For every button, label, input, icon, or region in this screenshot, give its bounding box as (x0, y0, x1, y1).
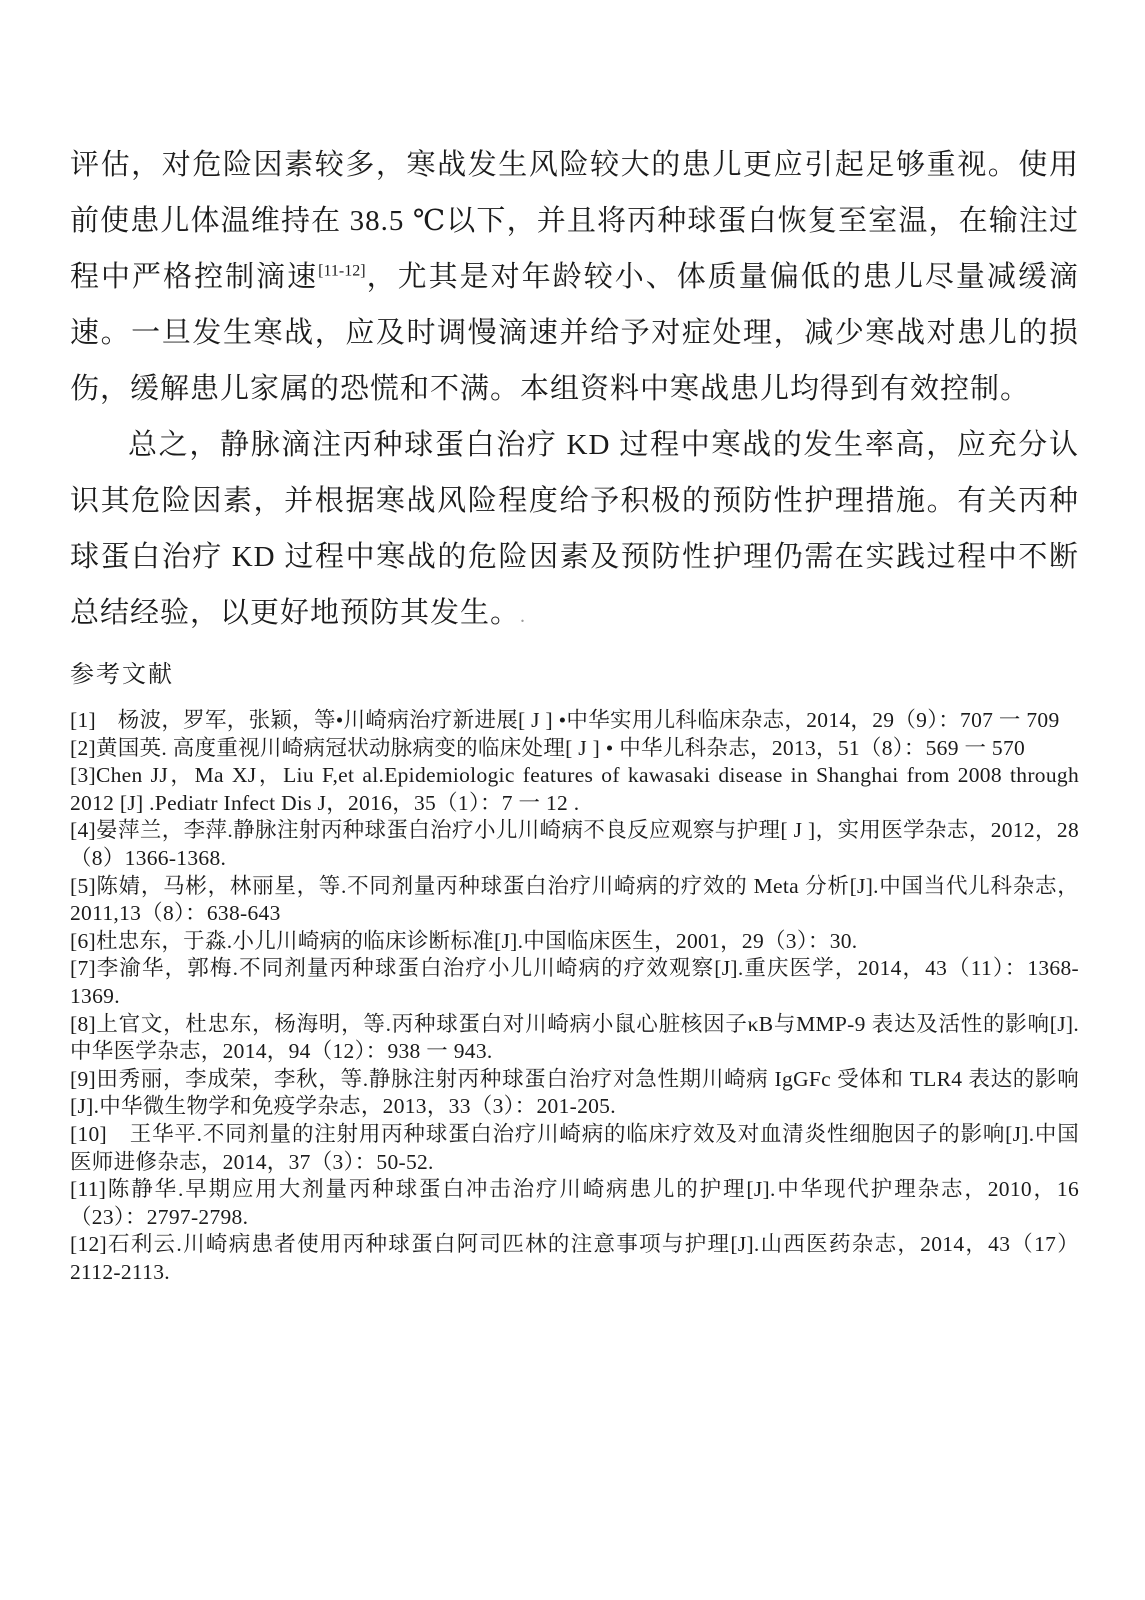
references-heading: 参考文献 (70, 662, 174, 688)
reference-item: [5]陈婧，马彬，林丽星，等.不同剂量丙种球蛋白治疗川崎病的疗效的 Meta 分析[J].中国当代儿科杂志，2011,13（8）：638-643 (70, 873, 1079, 926)
reference-item: [4]晏萍兰，李萍.静脉注射丙种球蛋白治疗小儿川崎病不良反应观察与护理[ J ]，实用医学杂志，2012，28（8）1366-1368. (70, 818, 1079, 870)
reference-item: [10] 王华平.不同剂量的注射用丙种球蛋白治疗川崎病的临床疗效及对血清炎性细胞因子的影响[J].中国医师进修杂志，2014，37（3）：50-52. (70, 1121, 1079, 1174)
citation-superscript: [11-12] (318, 262, 366, 280)
paragraph-discussion-text-b: ，尤其是对年龄较小、体质量偏低的患儿尽量减缓滴速。一旦发生寒战，应及时调慢滴速并给予对症处理，减少寒战对患儿的损伤，缓解患儿家属的恐慌和不满。本组资料中寒战患儿均得到有效控制。 (70, 261, 1079, 405)
reference-item: [12]石利云.川崎病患者使用丙种球蛋白阿司匹林的注意事项与护理[J].山西医药杂志，2014，43（17）2112-2113. (70, 1232, 1079, 1284)
reference-item: [8]上官文，杜忠东，杨海明，等.丙种球蛋白对川崎病小鼠心脏核因子κB与MMP-9 表达及活性的影响[J].中华医学杂志，2014，94（12）：938 一 943. (70, 1011, 1079, 1064)
reference-list (70, 707, 1085, 1286)
reference-item: [11]陈静华.早期应用大剂量丙种球蛋白冲击治疗川崎病患儿的护理[J].中华现代护理杂志，2010，16（23）：2797-2798. (70, 1177, 1079, 1229)
paragraph-conclusion-text: 总之，静脉滴注丙种球蛋白治疗 KD 过程中寒战的发生率高，应充分认识其危险因素，并根据寒战风险程度给予积极的预防性护理措施。有关丙种球蛋白治疗 KD 过程中寒战的危险因素及预防性护理仍需在实践过程中不断总结经验，以更好地预防其发生。 (70, 429, 1079, 629)
paragraph-discussion-text-a: 评估，对危险因素较多，寒战发生风险较大的患儿更应引起足够重视。使用前使患儿体温维持在 38.5 ℃以下，并且将丙种球蛋白恢复至室温，在输注过程中严格控制滴速 (70, 149, 1079, 293)
reference-item: [3]Chen JJ，Ma XJ，Liu F,et al.Epidemiologic features of kawasaki disease in Shanghai from 2008 through 2012 [J] .Pediatr Infect Dis J，2016，35（1）：7 一 12 . (70, 763, 1085, 815)
reference-item: [9]田秀丽，李成荣，李秋，等.静脉注射丙种球蛋白治疗对急性期川崎病 IgGFc 受体和 TLR4 表达的影响[J].中华微生物学和免疫学杂志，2013，33（3）：201-205. (70, 1066, 1079, 1119)
reference-item: [2]黄国英. 高度重视川崎病冠状动脉病变的临床处理[ J ] • 中华儿科杂志，2013，51（8）：569 一 570 (70, 735, 1026, 760)
reference-item: [7]李渝华，郭梅.不同剂量丙种球蛋白治疗小儿川崎病的疗效观察[J].重庆医学，2014，43（11）：1368-1369. (70, 956, 1079, 1008)
paragraph-conclusion (70, 417, 1079, 644)
paragraph-discussion (70, 137, 1079, 417)
reference-item: [1] 杨波，罗军，张颖，等•川崎病治疗新进展[ J ] •中华实用儿科临床杂志，2014，29（9）：707 一 709 (70, 708, 1060, 732)
reference-item: [6]杜忠东，于淼.小儿川崎病的临床诊断标准[J].中国临床医生，2001，29（3）：30. (70, 928, 858, 953)
stray-period: . (520, 605, 527, 627)
